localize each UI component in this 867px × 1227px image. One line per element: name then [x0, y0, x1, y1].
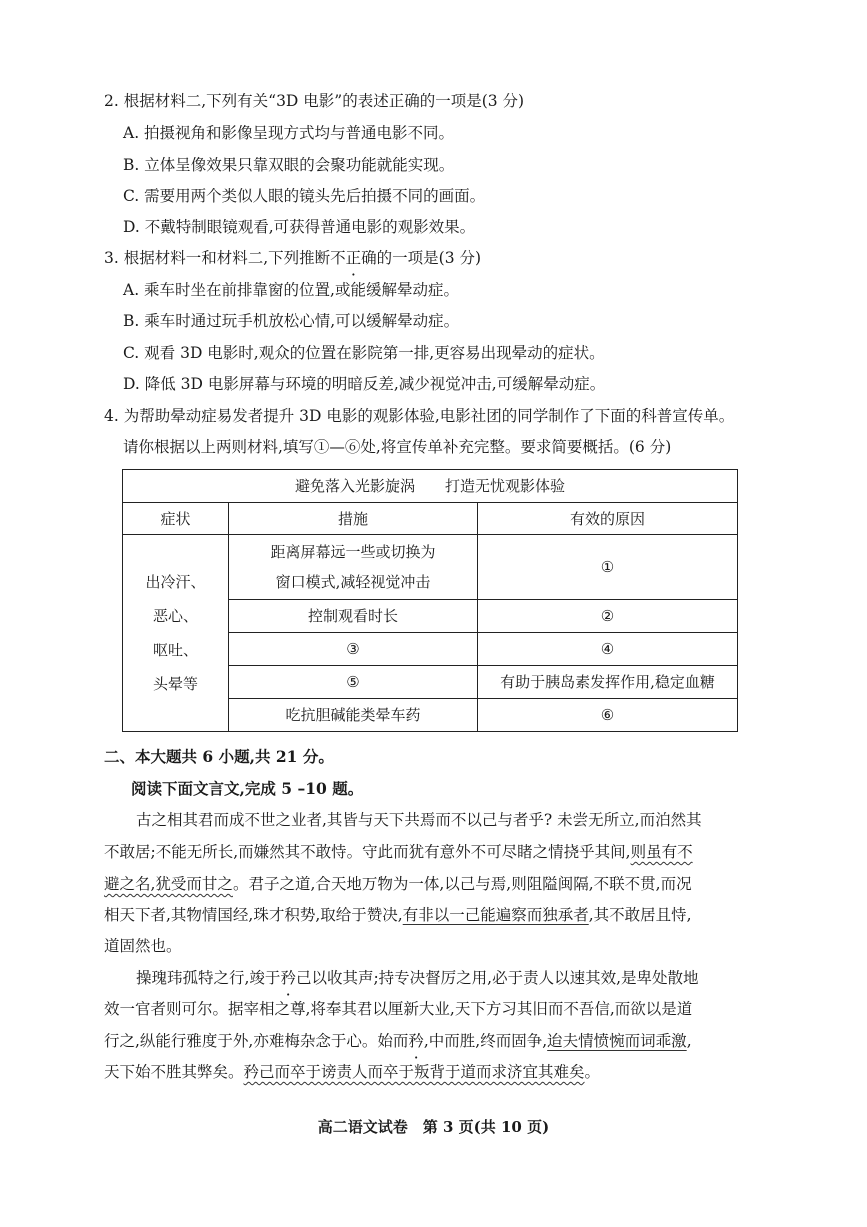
reason-blank-2: ②: [478, 600, 738, 633]
underlined-sentence-1: 则虽有不: [630, 843, 693, 861]
passage-text: ,中而胜,终而固争,: [423, 1032, 548, 1050]
passage-p2-line-1: [136, 968, 699, 988]
passage-text: 相天下者,其物情国经,珠才积势,取给于赞决,: [104, 906, 403, 924]
passage-text: 。: [584, 1063, 601, 1081]
passage-text: ,: [686, 1032, 692, 1050]
passage-text: 天下始不胜其弊矣。: [104, 1063, 244, 1081]
question-3-option-c: C. 观看 3D 电影时,观众的位置在影院第一排,更容易出现晕动的症状。: [123, 344, 605, 362]
section-2-heading: 二、本大题共 6 小题,共 21 分。: [104, 747, 334, 766]
question-3-stem-pre: 3. 根据材料一和材料二,下列推断: [104, 249, 331, 267]
passage-text: 不敢居;不能无所长,而嫌然其不敢恃。守此而犹有意外不可尽睹之情挠乎其间,: [104, 843, 631, 861]
passage-p2-line-2: 效一官者则可尔。据宰相之尊,将奉其君以厘新大业,天下方习其旧而不吾信,而欲以是道: [104, 1000, 693, 1018]
symptom-2: 恶心、: [152, 607, 198, 625]
passage-p2-line-3: [104, 1031, 692, 1051]
header-symptom: 症状: [123, 503, 229, 535]
passage-text: 。君子之道,合天地万物为一体,以己与焉,则阻隘闽隔,不联不贯,而况: [232, 875, 692, 893]
reason-blank-1: ①: [478, 535, 738, 600]
symptom-1: 出冷汗、: [145, 573, 206, 591]
symptom-3: 呕吐、: [152, 641, 198, 659]
measure-blank-5: ⑤: [229, 666, 478, 699]
question-3-stem-post: 的一项是(3 分): [376, 249, 482, 267]
question-3-option-d: D. 降低 3D 电影屏幕与环境的明暗反差,减少视觉冲击,可缓解晕动症。: [123, 375, 606, 393]
question-3-option-b: B. 乘车时通过玩手机放松心情,可以缓解晕动症。: [123, 312, 460, 330]
measure-2-cell: 控制观看时长: [229, 600, 478, 633]
question-2-option-c: C. 需要用两个类似人眼的镜头先后拍摄不同的画面。: [123, 187, 486, 205]
measure-1-line-1: 距离屏幕远一些或切换为: [270, 543, 436, 561]
question-3-emphasis: 不正确: [330, 249, 377, 267]
reason-insulin-cell: 有助于胰岛素发挥作用,稳定血糖: [478, 666, 738, 699]
header-reason: 有效的原因: [478, 503, 738, 535]
page-footer: 高二语文试卷 第 3 页(共 10 页): [317, 1118, 550, 1136]
passage-p1-line-5: 道固然也。: [104, 937, 182, 955]
underlined-sentence-4: 矜己而卒于谤责人而卒于叛背于道而求济宜其难矣: [243, 1063, 585, 1081]
passage-p1-line-1: 古之相其君而成不世之业者,其皆与天下共焉而不以己与者乎? 未尝无所立,而泊然其: [136, 811, 702, 829]
symptom-cell: [123, 535, 229, 732]
question-2-option-b: B. 立体呈像效果只靠双眼的会聚功能就能实现。: [123, 156, 455, 174]
measure-blank-3: ③: [229, 633, 478, 666]
underlined-sentence-3: 迨夫情愤惋而词乖激: [547, 1032, 687, 1050]
promo-table: [122, 469, 738, 732]
underlined-sentence-1-cont: 避之名,犹受而甘之: [104, 875, 233, 893]
passage-p1-line-3: [104, 874, 692, 894]
section-2-instruction: 阅读下面文言文,完成 5 –10 题。: [131, 779, 364, 798]
question-2-stem: 2. 根据材料二,下列有关“3D 电影”的表述正确的一项是(3 分): [104, 92, 525, 110]
passage-p2-line-4: [104, 1062, 600, 1082]
passage-p1-line-4: [104, 905, 692, 925]
measure-1-cell: [229, 535, 478, 600]
passage-text: 己以收其声;持专决督厉之用,必于责人以速其效,是卑处散地: [295, 969, 699, 987]
question-2-option-d: D. 不戴特制眼镜观看,可获得普通电影的观影效果。: [123, 218, 476, 236]
underlined-sentence-2: 有非以一己能遍察而独承者: [402, 906, 589, 924]
question-3-option-a: A. 乘车时坐在前排靠窗的位置,或能缓解晕动症。: [123, 281, 459, 299]
dotted-character: 矜: [408, 1032, 424, 1050]
promo-table-title: 避免落入光影旋涡 打造无忧观影体验: [123, 470, 738, 503]
question-3-stem: [104, 248, 481, 268]
question-4-line-2: 请你根据以上两则材料,填写①—⑥处,将宣传单补充完整。要求简要概括。(6 分): [123, 438, 672, 456]
symptom-4: 头晕等: [152, 675, 198, 693]
dotted-character: 矜: [280, 969, 296, 987]
reason-blank-4: ④: [478, 633, 738, 666]
passage-text: 操瑰玮孤特之行,竣于: [136, 969, 281, 987]
header-measure: 措施: [229, 503, 478, 535]
question-4-line-1: 4. 为帮助晕动症易发者提升 3D 电影的观影体验,电影社团的同学制作了下面的科普宣传单。: [104, 407, 735, 425]
passage-text: ,其不敢居且恃,: [588, 906, 692, 924]
passage-p1-line-2: [104, 842, 693, 862]
passage-text: 行之,纵能行雅度于外,亦难梅杂念于心。始而: [104, 1032, 409, 1050]
reason-blank-6: ⑥: [478, 699, 738, 732]
measure-medicine-cell: 吃抗胆碱能类晕车药: [229, 699, 478, 732]
measure-1-line-2: 窗口模式,减轻视觉冲击: [275, 573, 431, 591]
question-2-option-a: A. 拍摄视角和影像呈现方式均与普通电影不同。: [123, 124, 455, 142]
